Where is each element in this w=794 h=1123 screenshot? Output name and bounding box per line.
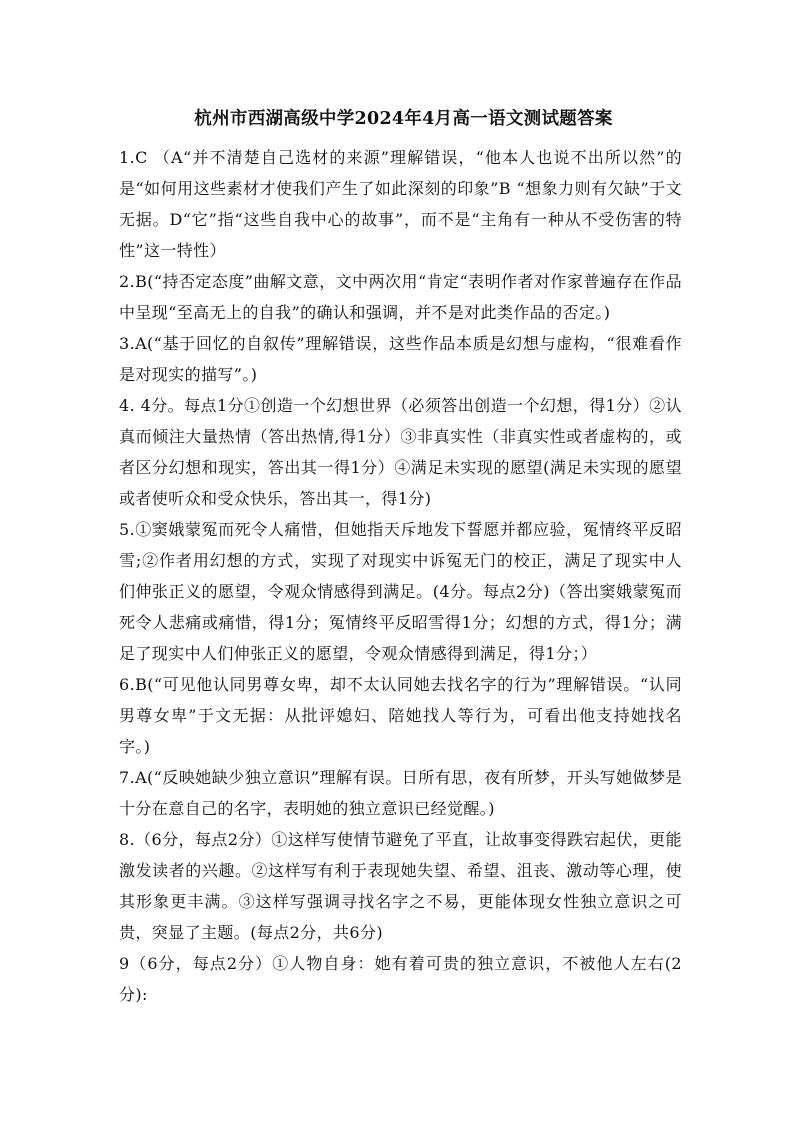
answer-item-7: 7.A(“反映她缺少独立意识”理解有误。日所有思，夜有所梦，开头写她做梦是十分在意自己的名字，表明她的独立意识已经觉醒。) <box>119 768 682 818</box>
answer-list <box>119 142 682 1010</box>
answer-item-2: 2.B(“持否定态度”曲解文意，文中两次用“肯定“表明作者对作家普遍存在作品中呈现“至高无上的自我”的确认和强调，并不是对此类作品的否定。) <box>119 272 682 322</box>
answer-item-9: 9（6分，每点2分）①人物自身：她有着可贵的独立意识，不被他人左右(2分): <box>119 954 682 1004</box>
answer-item-8: 8.（6分，每点2分）①这样写使情节避免了平直，让故事变得跌宕起伏，更能激发读者的兴趣。②这样写有利于表现她失望、希望、沮丧、激动等心理，使其形象更丰满。③这样写强调寻找名字之不易，更能体现女性独立意识之可贵，突显了主题。(每点2分，共6分) <box>119 830 682 942</box>
answer-item-6: 6.B(“可见他认同男尊女卑，却不太认同她去找名字的行为”理解错误。“认同男尊女卑”于文无据：从批评媳妇、陪她找人等行为，可看出他支持她找名字。) <box>119 675 682 756</box>
answer-item-3: 3.A(“基于回忆的自叙传”理解错误，这些作品本质是幻想与虚构，“很难看作是对现实的描写”。) <box>119 334 682 384</box>
page-title: 杭州市西湖高级中学2024年4月高一语文测试题答案 <box>194 109 613 129</box>
answer-item-1: 1.C （A“并不清楚自己选材的来源”理解错误，“他本人也说不出所以然”的是“如何用这些素材才使我们产生了如此深刻的印象”B “想象力则有欠缺”于文无据。D“它”指“这些自我中心的故事”，而不是“主角有一种从不受伤害的特性”这一特性） <box>119 148 682 260</box>
answer-item-5: 5.①窦娥蒙冤而死令人痛惜，但她指天斥地发下誓愿并都应验，冤情终平反昭雪;②作者用幻想的方式，实现了对现实中诉冤无门的校正，满足了现实中人们伸张正义的愿望，令观众情感得到满足。(4分。每点2分)（答出窦娥蒙冤而死令人悲痛或痛惜，得1分；冤情终平反昭雪得1分；幻想的方式，得1分；满足了现实中人们伸张正义的愿望，令观众情感得到满足，得1分；） <box>119 520 682 663</box>
answer-item-4: 4. 4分。每点1分①创造一个幻想世界（必须答出创造一个幻想，得1分）②认真而倾注大量热情（答出热情,得1分）③非真实性（非真实性或者虚构的，或者区分幻想和现实，答出其一得1分）④满足未实现的愿望(满足未实现的愿望或者使听众和受众快乐，答出其一，得1分) <box>119 396 682 508</box>
